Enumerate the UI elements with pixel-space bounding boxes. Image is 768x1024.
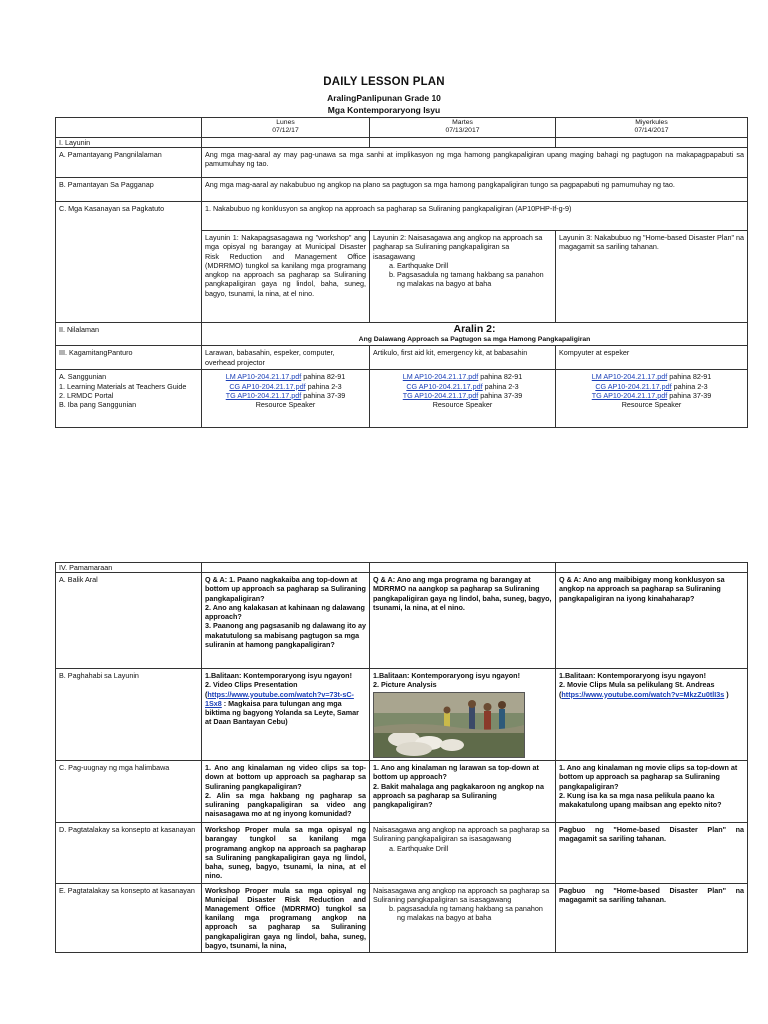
pamamaraan-label: IV. Pamamaraan [56, 563, 202, 573]
pamamaraan-row [56, 563, 748, 573]
pagtatalakay-d-miyerkules: Pagbuo ng "Home-based Disaster Plan" na magagamit sa sariling tahanan. [556, 823, 748, 883]
day-header-lunes: Lunes 07/12/17 [202, 118, 370, 138]
list-item: b. Pagsasadula ng tamang hakbang sa panahon ng malakas na bagyo at baha [397, 270, 552, 288]
pagtatalakay-e-lunes: Workshop Proper mula sa mga opisyal ng Municipal Disaster Risk Reduction and Management Office (MDRRMO) tungkol sa kanilang mga programang angkop na approach sa pagharap sa Suliraning pangkapaligiran gaya ng lindol, baha, suneg, bagyo, tsunami, la nina, [202, 883, 370, 953]
paghahabi-martes: 1.Balitaan: Kontemporaryong isyu ngayon! 2. Picture Analysis [370, 669, 556, 761]
pagtatalakay-e-martes: Naisasagawa ang angkop na approach sa pagharap sa Suliraning pangkapaligiran sa isasagawang b. pagsasadula ng tamang hakbang sa panahon ng malakas na bagyo at baha [370, 883, 556, 953]
layunin-lunes: Layunin 1: Nakapagsasagawa ng "workshop" ang mga opisyal ng barangay at Municipal Disaster Risk Reduction and Management Office (MDRRMO) tungkol sa kanilang mga programang angkop na approach sa pagharap sa Suliraning pangkapaligiran gaya ng lindol, baha, suneg, bagyo, tsunami, la nina, at el nino. [202, 231, 370, 323]
aralin-subtitle: Ang Dalawang Approach sa Pagtugon sa mga Hamong Pangkapaligiran [358, 335, 591, 343]
balik-aral-label: A. Balik Aral [56, 573, 202, 669]
pagtatalakay-e-miyerkules: Pagbuo ng "Home-based Disaster Plan" na magagamit sa sariling tahanan. [556, 883, 748, 953]
aralin-title: Aralin 2: [453, 323, 496, 336]
lesson-table-top [55, 117, 748, 428]
paguugnay-martes: 1. Ano ang kinalaman ng larawan sa top-down at bottom up approach? 2. Bakit mahalaga ang pagkakaroon ng angkop na approach sa pagharap sa Suliraning pangkapaligiran? [370, 761, 556, 823]
balik-aral-martes: Q & A: Ano ang mga programa ng barangay at MDRRMO na aangkop sa pagharap sa Suliraning pangkapaligiran gaya ng lindol, baha, suneg, bagyo, tsunami, la nina, at el nino. [370, 573, 556, 669]
movie-clip-link[interactable]: https://www.youtube.com/watch?v=MkzZu0tlI3s [561, 689, 725, 699]
paguugnay-label: C. Pag-uugnay ng mga halimbawa [56, 761, 202, 823]
pamantayang-label: A. Pamantayang Pangnilalaman [56, 148, 202, 178]
pagtatalakay-e-label: E. Pagtatalakay sa konsepto at kasanayan [56, 883, 202, 953]
kagamitan-lunes: Larawan, babasahin, espeker, computer, overhead projector [202, 346, 370, 370]
kasanayan-text: 1. Nakabubuo ng konklusyon sa angkop na approach sa pagharap sa Suliraning pangkapaligiran (AP10PHP-If-g-9) [202, 202, 748, 231]
cg-pdf-link[interactable]: CG AP10-204.21.17.pdf [406, 381, 483, 391]
sanggunian-martes: LM AP10-204.21.17.pdf pahina 82-91 CG AP10-204.21.17.pdf pahina 2-3 TG AP10-204.21.17.pdf pahina 37-39 Resource Speaker [370, 370, 556, 428]
paguugnay-lunes: 1. Ano ang kinalaman ng video clips sa top-down at bottom up approach sa pagharap sa Suliraning pangkapaligiran? 2. Alin sa mga hakbang ng pagharap sa suliraning pangkapaligiran sa video ang naisasagawa mo at ng inyong komunidad? [202, 761, 370, 823]
pagtatalakay-e-row [56, 883, 748, 953]
document-subject: AralingPanlipunan Grade 10 [327, 93, 441, 103]
pagtatalakay-d-row [56, 823, 748, 883]
lm-pdf-link[interactable]: LM AP10-204.21.17.pdf [402, 372, 479, 382]
kagamitan-miyerkules: Kompyuter at espeker [556, 346, 748, 370]
balik-aral-row [56, 573, 748, 669]
balik-aral-lunes: Q & A: 1. Paano nagkakaiba ang top-down at bottom up approach sa pagharap sa Suliraning pangkapaligiran? 2. Ano ang kalakasan at kahinaan ng dalawang approach? 3. Paanong ang pagsasanib ng dalawang ito ay makatutulong sa mabisang pagtugon sa mga suliranin at hamong pangkapaligiran? [202, 573, 370, 669]
balik-aral-miyerkules: Q & A: Ano ang maibibigay mong konklusyon sa angkop na approach sa pagharap sa Suliraning pangkapaligiran na iyong kinahaharap? [556, 573, 748, 669]
kagamitan-label: III. KagamitangPanturo [56, 346, 202, 370]
pagtatalakay-d-lunes: Workshop Proper mula sa mga opisyal ng barangay tungkol sa kanilang mga programang angkop na approach sa pagharap sa Suliraning pangkapaligiran gaya ng lindol, baha, suneg, bagyo, tsunami, la nina, at el nino. [202, 823, 370, 883]
paguugnay-miyerkules: 1. Ano ang kinalaman ng movie clips sa top-down at bottom up approach sa pagharap sa Suliraning pangkapaligiran? 2. Kung isa ka sa mga nasa pelikula paano ka makakatulong upang maibsan ang epekto nito? [556, 761, 748, 823]
day-header-martes: Martes 07/13/2017 [370, 118, 556, 138]
day-header-miyerkules: Miyerkules 07/14/2017 [556, 118, 748, 138]
layunin-martes: Layunin 2: Naisasagawa ang angkop na approach sa pagharap sa Suliraning pangkapaligiran sa isasagawang a. Earthquake Drill b. Pagsasadula ng tamang hakbang sa panahon ng malakas na bagyo at baha [370, 231, 556, 323]
lesson-table-bottom [55, 562, 748, 953]
document-title: DAILY LESSON PLAN [323, 76, 445, 88]
pagtatalakay-d-label: D. Pagtatalakay sa konsepto at kasanayan [56, 823, 202, 883]
tg-pdf-link[interactable]: TG AP10-204.21.17.pdf [402, 390, 479, 400]
pagtatalakay-d-list [373, 844, 552, 853]
pagtatalakay-e-list [373, 904, 552, 922]
lm-pdf-link[interactable]: LM AP10-204.21.17.pdf [225, 372, 302, 382]
empty-header-cell [56, 118, 202, 138]
day-header-row [56, 118, 748, 138]
tg-pdf-link[interactable]: TG AP10-204.21.17.pdf [225, 390, 302, 400]
layunin-miyerkules: Layunin 3: Nakabubuo ng "Home-based Disaster Plan" na magagamit sa sariling tahanan. [556, 231, 748, 323]
pamantayang-text: Ang mga mag-aaral ay may pag-unawa sa mga sanhi at implikasyon ng mga hamong pangkapaligiran upang maging bahagi ng pagtugon na makapagpapabuti sa pamumuhay ng tao. [202, 148, 748, 178]
pagganap-text: Ang mga mag-aaral ay nakabubuo ng angkop na plano sa pagtugon sa mga hamong pangkapaligiran tungo sa pagpapabuti ng pamumuhay ng tao. [202, 178, 748, 202]
kasanayan-row [56, 202, 748, 231]
pagganap-row [56, 178, 748, 202]
paghahabi-miyerkules: 1.Balitaan: Kontemporaryong isyu ngayon! 2. Movie Clips Mula sa pelikulang St. Andreas (https://www.youtube.com/watch?v=MkzZu0tlI3s ) [556, 669, 748, 761]
layunin-label: I. Layunin [56, 138, 202, 148]
nilalaman-label: II. Nilalaman [56, 323, 202, 346]
list-item: a. Earthquake Drill [397, 261, 552, 270]
kagamitan-row [56, 346, 748, 370]
kagamitan-martes: Artikulo, first aid kit, emergency kit, at babasahin [370, 346, 556, 370]
tg-pdf-link[interactable]: TG AP10-204.21.17.pdf [591, 390, 668, 400]
sanggunian-lunes: LM AP10-204.21.17.pdf pahina 82-91 CG AP10-204.21.17.pdf pahina 2-3 TG AP10-204.21.17.pdf pahina 37-39 Resource Speaker [202, 370, 370, 428]
sanggunian-labels: A. Sanggunian 1. Learning Materials at Teachers Guide 2. LRMDC Portal B. Iba pang Sanggunian [56, 370, 202, 428]
pagtatalakay-d-martes: Naisasagawa ang angkop na approach sa pagharap sa Suliraning pangkapaligiran sa isasagawang a. Earthquake Drill [370, 823, 556, 883]
resource-speaker: Resource Speaker [255, 400, 316, 410]
resource-speaker: Resource Speaker [621, 400, 682, 410]
video-clip-link[interactable]: https://www.youtube.com/watch?v=73t-sC-1Sx8 [205, 689, 354, 708]
cg-pdf-link[interactable]: CG AP10-204.21.17.pdf [229, 381, 306, 391]
nilalaman-row [56, 323, 748, 346]
lm-pdf-link[interactable]: LM AP10-204.21.17.pdf [591, 372, 668, 382]
resource-speaker: Resource Speaker [432, 400, 493, 410]
pagganap-label: B. Pamantayan Sa Pagganap [56, 178, 202, 202]
sanggunian-miyerkules: LM AP10-204.21.17.pdf pahina 82-91 CG AP10-204.21.17.pdf pahina 2-3 TG AP10-204.21.17.pdf pahina 37-39 Resource Speaker [556, 370, 748, 428]
layunin-martes-list [373, 261, 552, 289]
sanggunian-row [56, 370, 748, 428]
paguugnay-row [56, 761, 748, 823]
cg-pdf-link[interactable]: CG AP10-204.21.17.pdf [595, 381, 672, 391]
nilalaman-content [202, 323, 748, 346]
paghahabi-label: B. Paghahabi sa Layunin [56, 669, 202, 761]
list-item: b. pagsasadula ng tamang hakbang sa panahon ng malakas na bagyo at baha [397, 904, 552, 922]
kasanayan-label: C. Mga Kasanayan sa Pagkatuto [56, 202, 202, 323]
layunin-row [56, 138, 748, 148]
pamantayang-row [56, 148, 748, 178]
flood-relief-photo-icon [373, 692, 525, 758]
paghahabi-row [56, 669, 748, 761]
document-topic: Mga Kontemporaryong Isyu [327, 105, 441, 115]
paghahabi-lunes: 1.Balitaan: Kontemporaryong isyu ngayon! 2. Video Clips Presentation (https://www.youtube.com/watch?v=73t-sC-1Sx8 : Magkaisa para tulungan ang mga biktima ng bagyong Yolanda sa Leyte, Samar at Daan Bantayan Cebu) [202, 669, 370, 761]
list-item: a. Earthquake Drill [397, 844, 552, 853]
